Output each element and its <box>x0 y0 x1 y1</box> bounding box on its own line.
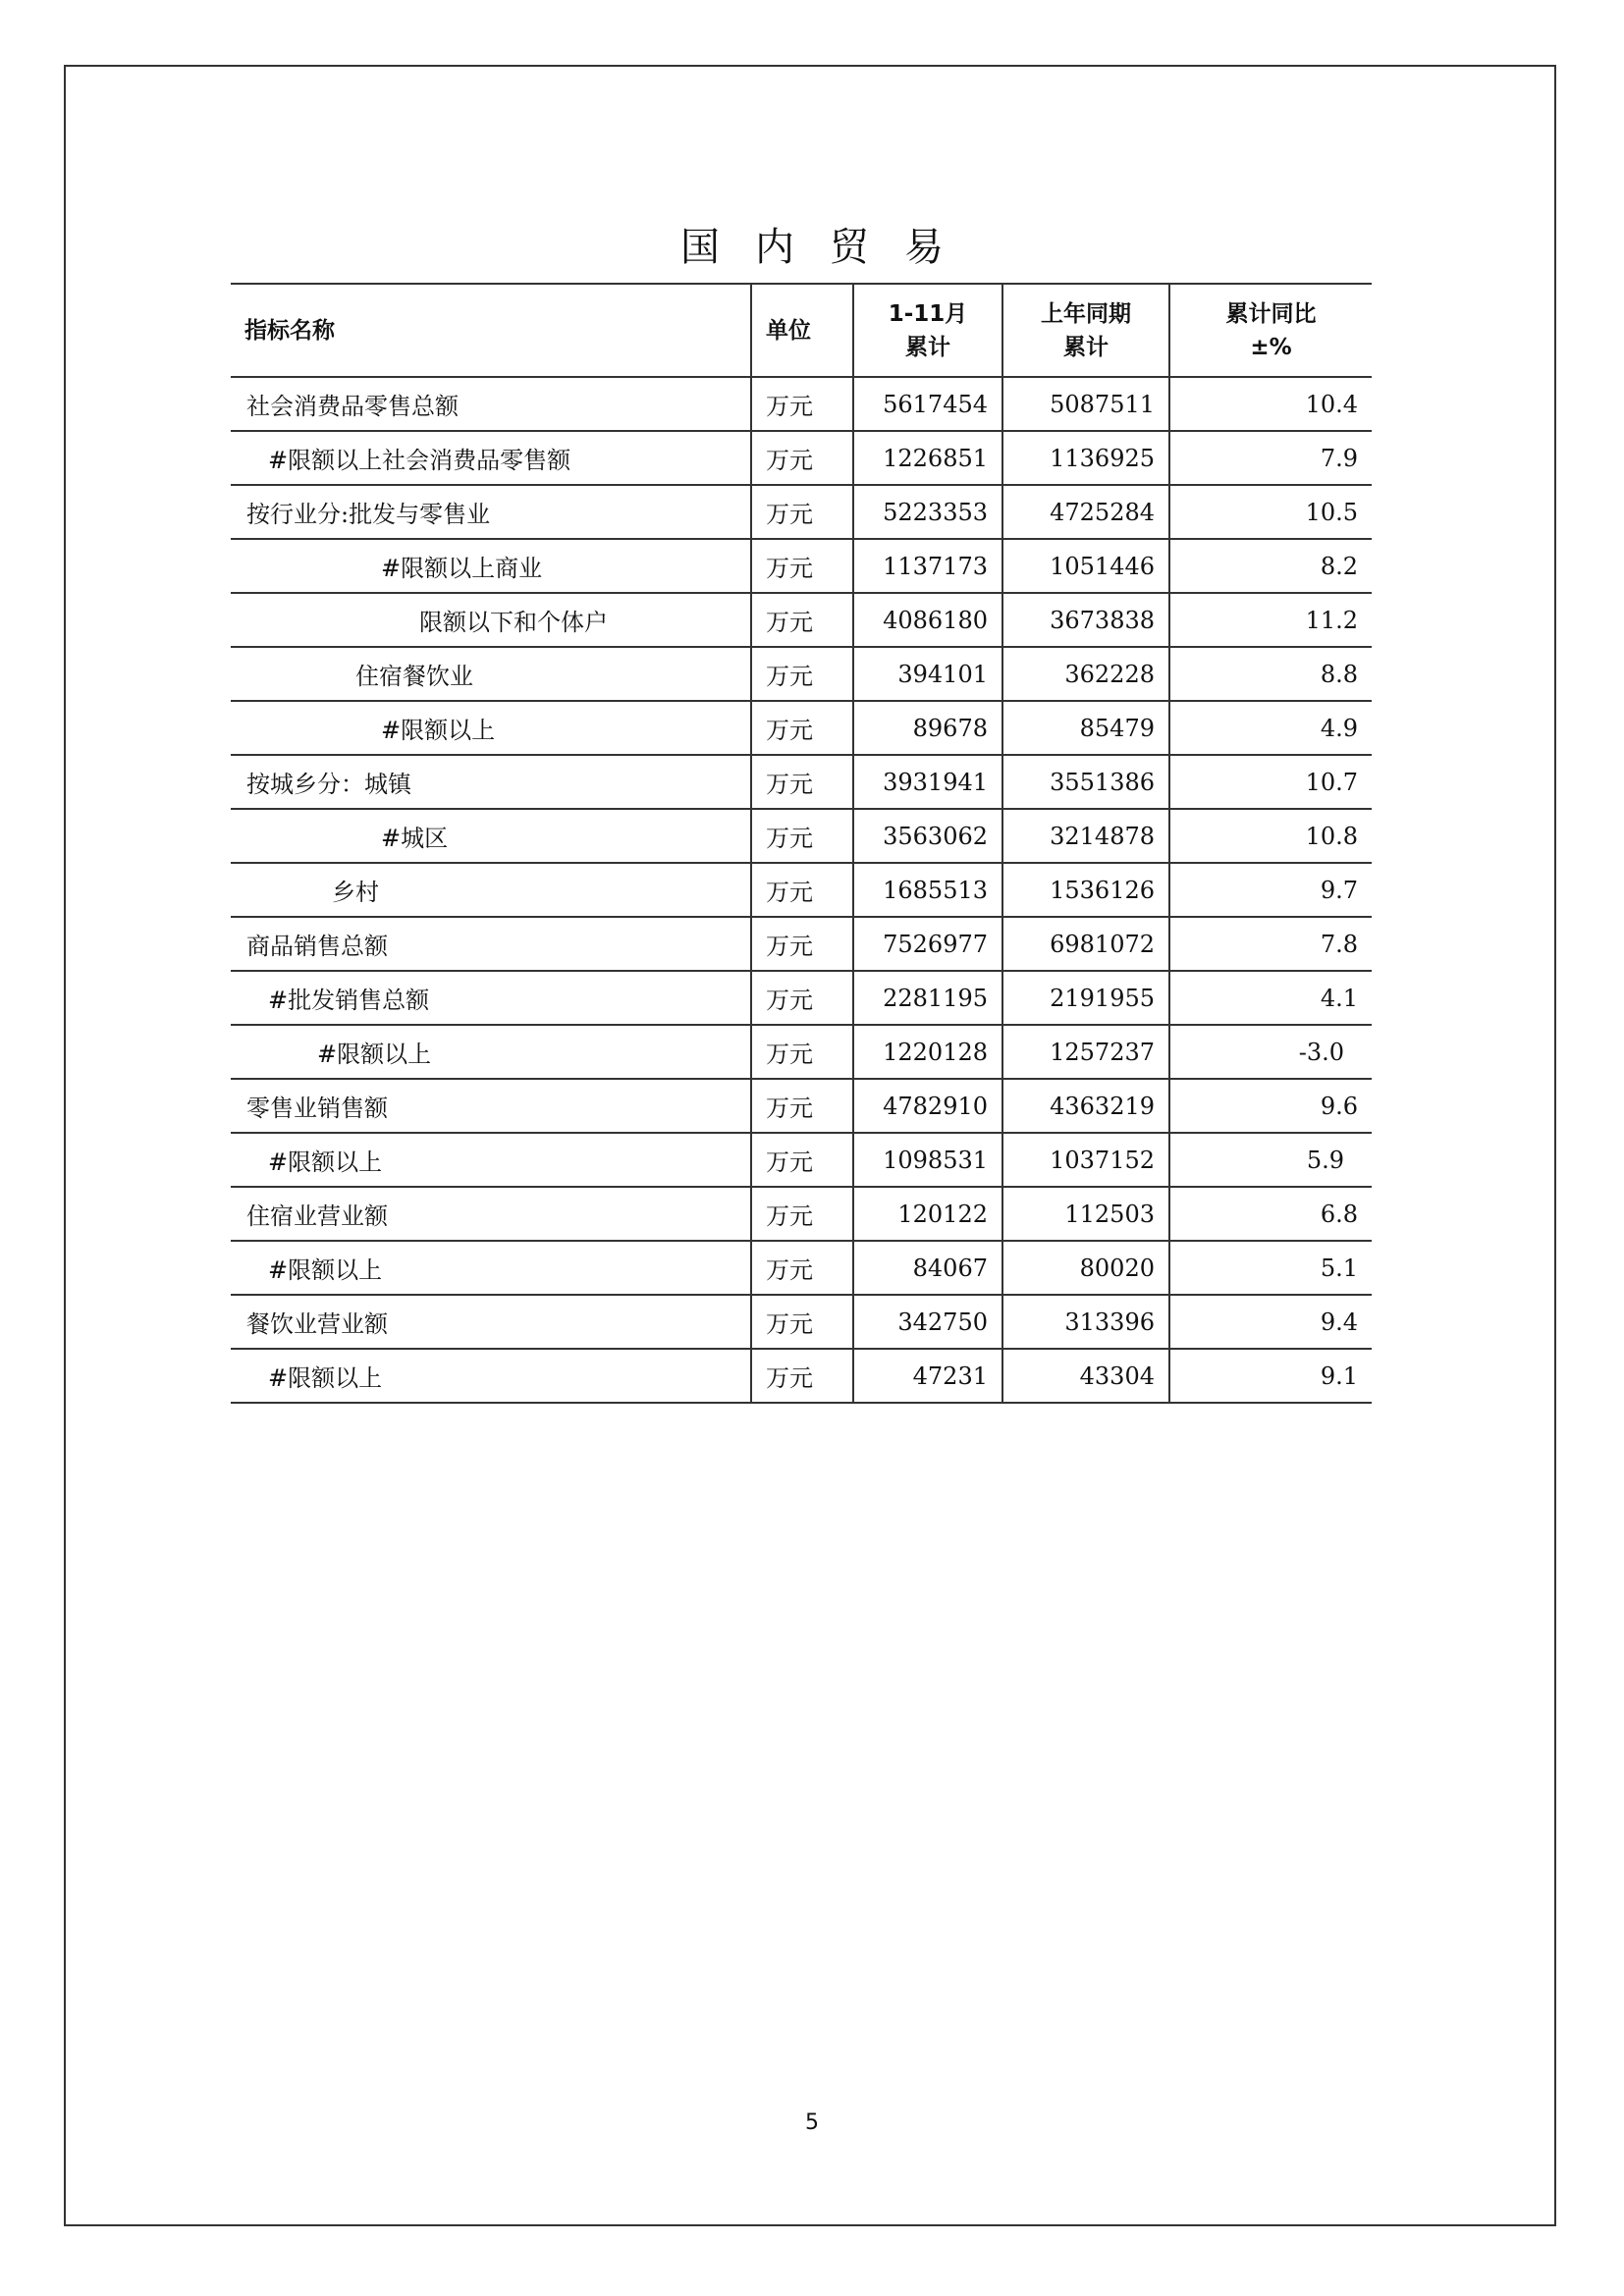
row-current: 1220128 <box>853 1025 1002 1079</box>
row-current: 120122 <box>853 1187 1002 1241</box>
row-current: 47231 <box>853 1349 1002 1403</box>
row-prev: 4363219 <box>1002 1079 1169 1133</box>
row-unit: 万元 <box>751 1079 853 1133</box>
row-unit: 万元 <box>751 539 853 593</box>
row-name: 乡村 <box>231 863 751 917</box>
row-prev: 112503 <box>1002 1187 1169 1241</box>
table-row <box>231 593 1372 647</box>
page-number: 5 <box>805 2110 819 2135</box>
table-row <box>231 1241 1372 1295</box>
row-change: 7.8 <box>1169 917 1372 971</box>
row-name: 餐饮业营业额 <box>231 1295 751 1349</box>
row-change: 6.8 <box>1169 1187 1372 1241</box>
row-unit: 万元 <box>751 1349 853 1403</box>
row-prev: 1536126 <box>1002 863 1169 917</box>
row-unit: 万元 <box>751 1187 853 1241</box>
row-current: 84067 <box>853 1241 1002 1295</box>
row-change: 8.8 <box>1169 647 1372 701</box>
table-row <box>231 431 1372 485</box>
row-unit: 万元 <box>751 755 853 809</box>
row-name: #城区 <box>231 809 751 863</box>
row-change: 10.8 <box>1169 809 1372 863</box>
row-unit: 万元 <box>751 1133 853 1187</box>
row-change: 4.1 <box>1169 971 1372 1025</box>
row-change: 10.4 <box>1169 377 1372 431</box>
row-current: 394101 <box>853 647 1002 701</box>
row-change: 10.7 <box>1169 755 1372 809</box>
row-unit: 万元 <box>751 809 853 863</box>
row-unit: 万元 <box>751 647 853 701</box>
row-name: #限额以上 <box>231 1241 751 1295</box>
domestic-trade-table <box>231 283 1372 1404</box>
table-header-row <box>231 284 1372 377</box>
row-name: 商品销售总额 <box>231 917 751 971</box>
row-unit: 万元 <box>751 701 853 755</box>
row-prev: 43304 <box>1002 1349 1169 1403</box>
row-name: 住宿餐饮业 <box>231 647 751 701</box>
row-unit: 万元 <box>751 377 853 431</box>
row-change: -3.0 <box>1169 1025 1372 1079</box>
row-current: 342750 <box>853 1295 1002 1349</box>
row-change: 10.5 <box>1169 485 1372 539</box>
row-name: 零售业销售额 <box>231 1079 751 1133</box>
row-prev: 6981072 <box>1002 917 1169 971</box>
row-current: 5617454 <box>853 377 1002 431</box>
row-unit: 万元 <box>751 431 853 485</box>
table-row <box>231 539 1372 593</box>
table-row <box>231 809 1372 863</box>
table-row <box>231 971 1372 1025</box>
row-change: 5.1 <box>1169 1241 1372 1295</box>
row-current: 89678 <box>853 701 1002 755</box>
row-name: 社会消费品零售总额 <box>231 377 751 431</box>
row-current: 3563062 <box>853 809 1002 863</box>
row-name: 住宿业营业额 <box>231 1187 751 1241</box>
row-prev: 5087511 <box>1002 377 1169 431</box>
table-row <box>231 917 1372 971</box>
row-change: 11.2 <box>1169 593 1372 647</box>
row-prev: 3214878 <box>1002 809 1169 863</box>
row-name: #限额以上 <box>231 701 751 755</box>
row-name: 限额以下和个体户 <box>231 593 751 647</box>
header-prev-year-cumulative: 上年同期 累计 <box>1002 284 1169 377</box>
row-name: #限额以上社会消费品零售额 <box>231 431 751 485</box>
row-prev: 80020 <box>1002 1241 1169 1295</box>
row-unit: 万元 <box>751 917 853 971</box>
table-row <box>231 1133 1372 1187</box>
row-name: #限额以上 <box>231 1025 751 1079</box>
row-current: 1685513 <box>853 863 1002 917</box>
row-name: 按行业分:批发与零售业 <box>231 485 751 539</box>
row-prev: 3673838 <box>1002 593 1169 647</box>
row-change: 9.7 <box>1169 863 1372 917</box>
header-unit: 单位 <box>751 284 853 377</box>
row-prev: 85479 <box>1002 701 1169 755</box>
row-prev: 362228 <box>1002 647 1169 701</box>
row-prev: 1136925 <box>1002 431 1169 485</box>
table-row <box>231 485 1372 539</box>
row-prev: 4725284 <box>1002 485 1169 539</box>
row-unit: 万元 <box>751 1241 853 1295</box>
row-unit: 万元 <box>751 1025 853 1079</box>
row-name: #限额以上 <box>231 1133 751 1187</box>
table-row <box>231 755 1372 809</box>
row-name: 按城乡分：城镇 <box>231 755 751 809</box>
row-unit: 万元 <box>751 971 853 1025</box>
row-change: 8.2 <box>1169 539 1372 593</box>
row-name: #限额以上商业 <box>231 539 751 593</box>
page-title: 国内贸易 <box>680 225 979 270</box>
row-change: 4.9 <box>1169 701 1372 755</box>
row-unit: 万元 <box>751 1295 853 1349</box>
row-current: 4086180 <box>853 593 1002 647</box>
row-change: 5.9 <box>1169 1133 1372 1187</box>
row-prev: 1257237 <box>1002 1025 1169 1079</box>
row-prev: 1037152 <box>1002 1133 1169 1187</box>
table-row <box>231 701 1372 755</box>
row-current: 3931941 <box>853 755 1002 809</box>
row-unit: 万元 <box>751 863 853 917</box>
row-current: 1098531 <box>853 1133 1002 1187</box>
row-change: 9.4 <box>1169 1295 1372 1349</box>
row-change: 7.9 <box>1169 431 1372 485</box>
row-current: 4782910 <box>853 1079 1002 1133</box>
table-row <box>231 1025 1372 1079</box>
table-row <box>231 1295 1372 1349</box>
row-current: 1137173 <box>853 539 1002 593</box>
row-current: 1226851 <box>853 431 1002 485</box>
row-prev: 1051446 <box>1002 539 1169 593</box>
row-change: 9.6 <box>1169 1079 1372 1133</box>
header-current-cumulative: 1-11月 累计 <box>853 284 1002 377</box>
row-unit: 万元 <box>751 593 853 647</box>
header-yoy-change: 累计同比 ±% <box>1169 284 1372 377</box>
row-unit: 万元 <box>751 485 853 539</box>
row-prev: 3551386 <box>1002 755 1169 809</box>
row-current: 5223353 <box>853 485 1002 539</box>
header-indicator-name: 指标名称 <box>231 284 751 377</box>
table-row <box>231 1187 1372 1241</box>
table-row <box>231 863 1372 917</box>
table-row <box>231 647 1372 701</box>
row-prev: 2191955 <box>1002 971 1169 1025</box>
table-row <box>231 377 1372 431</box>
row-current: 7526977 <box>853 917 1002 971</box>
row-name: #限额以上 <box>231 1349 751 1403</box>
table-row <box>231 1349 1372 1403</box>
table-row <box>231 1079 1372 1133</box>
row-prev: 313396 <box>1002 1295 1169 1349</box>
row-name: #批发销售总额 <box>231 971 751 1025</box>
row-change: 9.1 <box>1169 1349 1372 1403</box>
row-current: 2281195 <box>853 971 1002 1025</box>
